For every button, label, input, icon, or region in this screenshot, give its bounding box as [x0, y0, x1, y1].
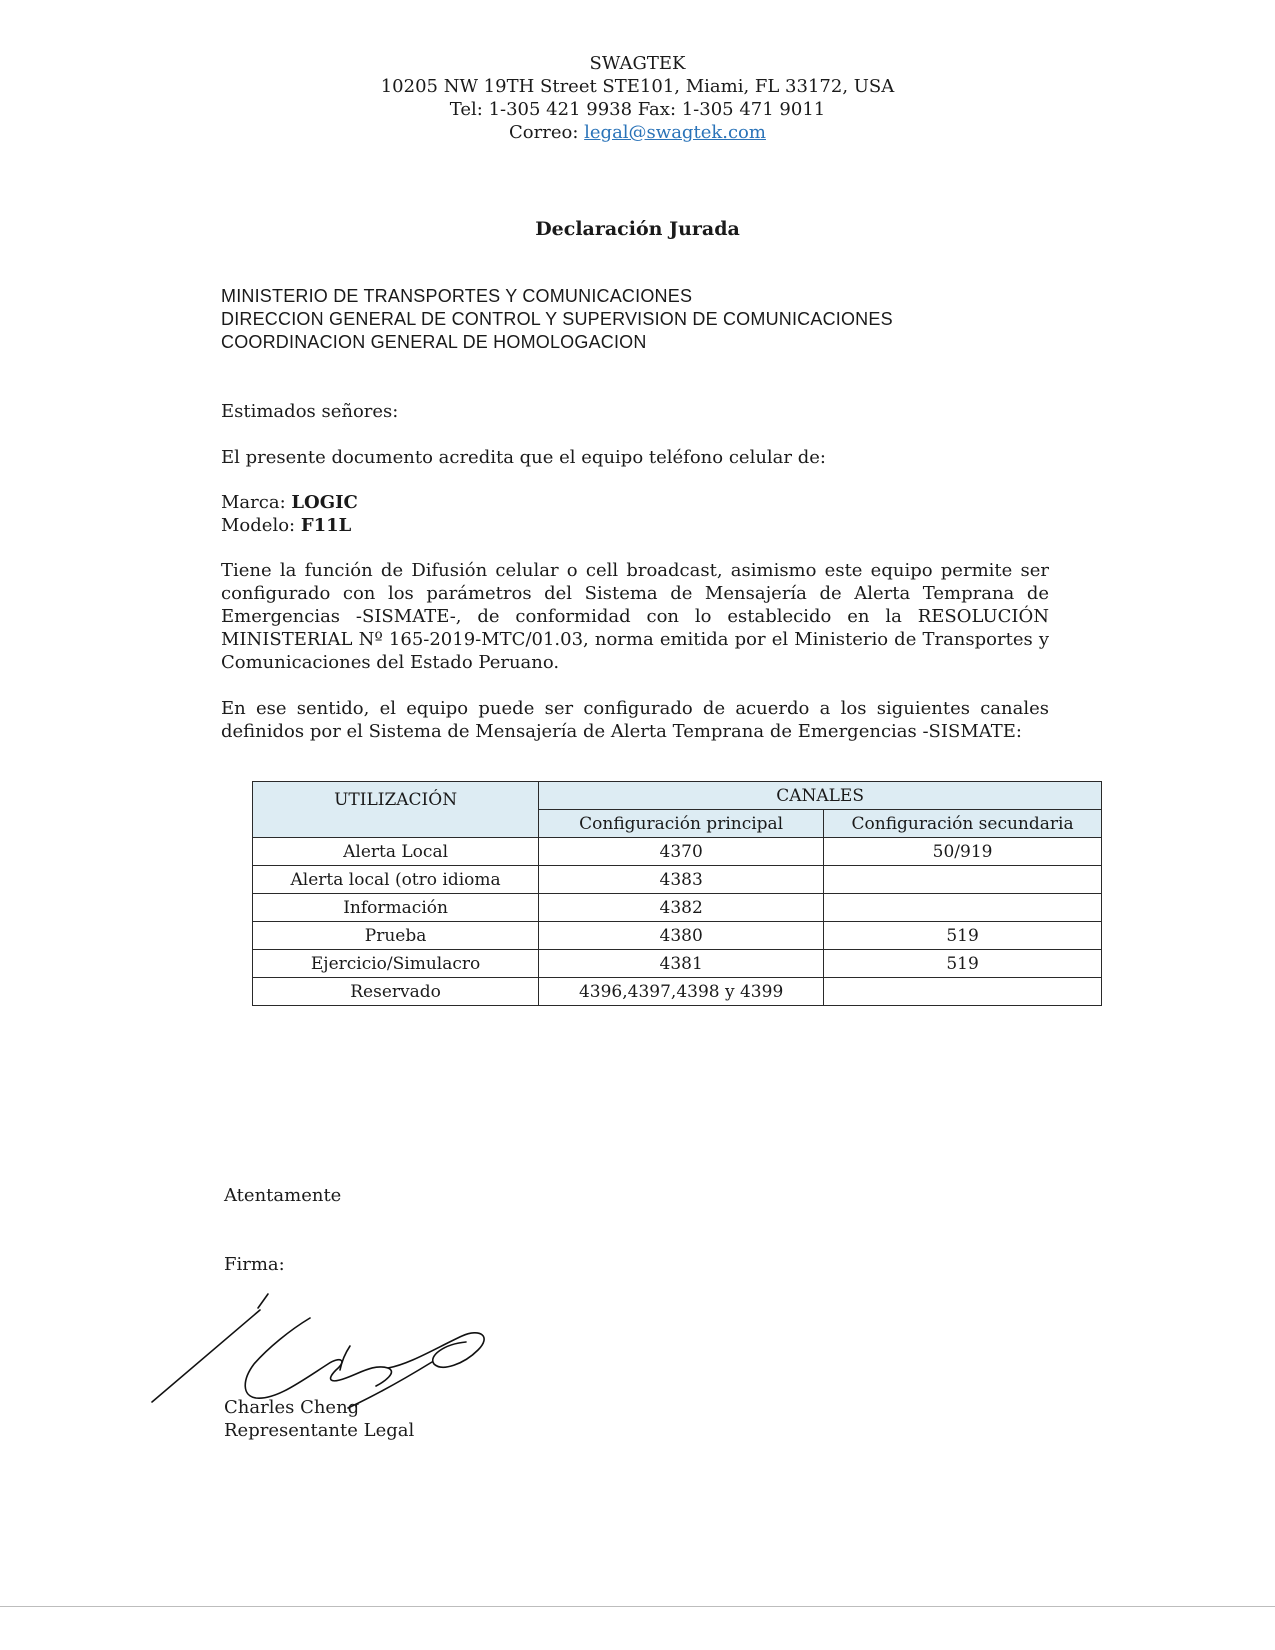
function-paragraph: Tiene la función de Difusión celular o cell broadcast, asimismo este equipo permite ser configurado con los parámetros del Sistema de Mensajería de Alerta Temprana de Emergencias -SISMATE-, de conformidad con lo establecido en la RESOLUCIÓN MINISTERIAL Nº 165-2019-MTC/01.03, norma emitida por el Ministerio de Transportes y Comunicaciones del Estado Peruano. [221, 560, 1049, 673]
signer-block [224, 1396, 414, 1442]
page-edge-divider [0, 1606, 1275, 1607]
email-link[interactable]: legal@swagtek.com [584, 122, 766, 143]
document-title: Declaración Jurada [535, 218, 740, 240]
cell-usage: Reservado [253, 978, 539, 1006]
table-row [253, 950, 1102, 978]
table-header-row [253, 782, 1102, 810]
cell-usage: Información [253, 894, 539, 922]
signer-name: Charles Cheng [224, 1397, 360, 1418]
cell-secondary: 519 [824, 922, 1102, 950]
cell-primary: 4381 [539, 950, 824, 978]
table-row [253, 922, 1102, 950]
header-primary: Configuración principal [539, 810, 824, 838]
model-line [221, 514, 1049, 537]
company-phones: Tel: 1-305 421 9938 Fax: 1-305 471 9011 [449, 99, 826, 120]
email-label: Correo: [509, 122, 579, 143]
cell-secondary [824, 894, 1102, 922]
greeting: Estimados señores: [221, 401, 399, 422]
cell-primary: 4382 [539, 894, 824, 922]
brand-line [221, 491, 1049, 514]
cell-secondary [824, 978, 1102, 1006]
intro-paragraph: El presente documento acredita que el equipo teléfono celular de: [221, 447, 826, 468]
closing: Atentamente [224, 1185, 342, 1206]
cell-primary: 4383 [539, 866, 824, 894]
cell-primary: 4396,4397,4398 y 4399 [539, 978, 824, 1006]
cell-usage: Alerta local (otro idioma [253, 866, 539, 894]
header-channels: CANALES [539, 782, 1102, 810]
letterhead [0, 52, 1275, 144]
company-email-line [0, 121, 1275, 144]
cell-secondary: 519 [824, 950, 1102, 978]
cell-usage: Ejercicio/Simulacro [253, 950, 539, 978]
model-value: F11L [300, 515, 352, 536]
brand-label: Marca: [221, 492, 286, 513]
company-address: 10205 NW 19TH Street STE101, Miami, FL 33172, USA [380, 76, 895, 97]
table-row [253, 838, 1102, 866]
cell-usage: Prueba [253, 922, 539, 950]
recipient-line: MINISTERIO DE TRANSPORTES Y COMUNICACIONES [221, 286, 693, 306]
cell-secondary [824, 866, 1102, 894]
table-row [253, 978, 1102, 1006]
brand-value: LOGIC [291, 492, 358, 513]
signature-label: Firma: [224, 1254, 285, 1275]
channels-table [252, 781, 1102, 1006]
cell-secondary: 50/919 [824, 838, 1102, 866]
device-info [221, 491, 1049, 537]
company-name: SWAGTEK [589, 53, 686, 74]
header-secondary: Configuración secundaria [824, 810, 1102, 838]
header-usage: UTILIZACIÓN [253, 782, 539, 838]
cell-primary: 4380 [539, 922, 824, 950]
recipients-block [221, 285, 893, 354]
channels-paragraph: En ese sentido, el equipo puede ser configurado de acuerdo a los siguientes canales definidos por el Sistema de Mensajería de Alerta Temprana de Emergencias -SISMATE: [221, 698, 1049, 742]
cell-usage: Alerta Local [253, 838, 539, 866]
recipient-line: COORDINACION GENERAL DE HOMOLOGACION [221, 332, 647, 352]
table-row [253, 894, 1102, 922]
cell-primary: 4370 [539, 838, 824, 866]
signer-role: Representante Legal [224, 1420, 415, 1441]
model-label: Modelo: [221, 515, 296, 536]
table-row [253, 866, 1102, 894]
recipient-line: DIRECCION GENERAL DE CONTROL Y SUPERVISION DE COMUNICACIONES [221, 309, 893, 329]
